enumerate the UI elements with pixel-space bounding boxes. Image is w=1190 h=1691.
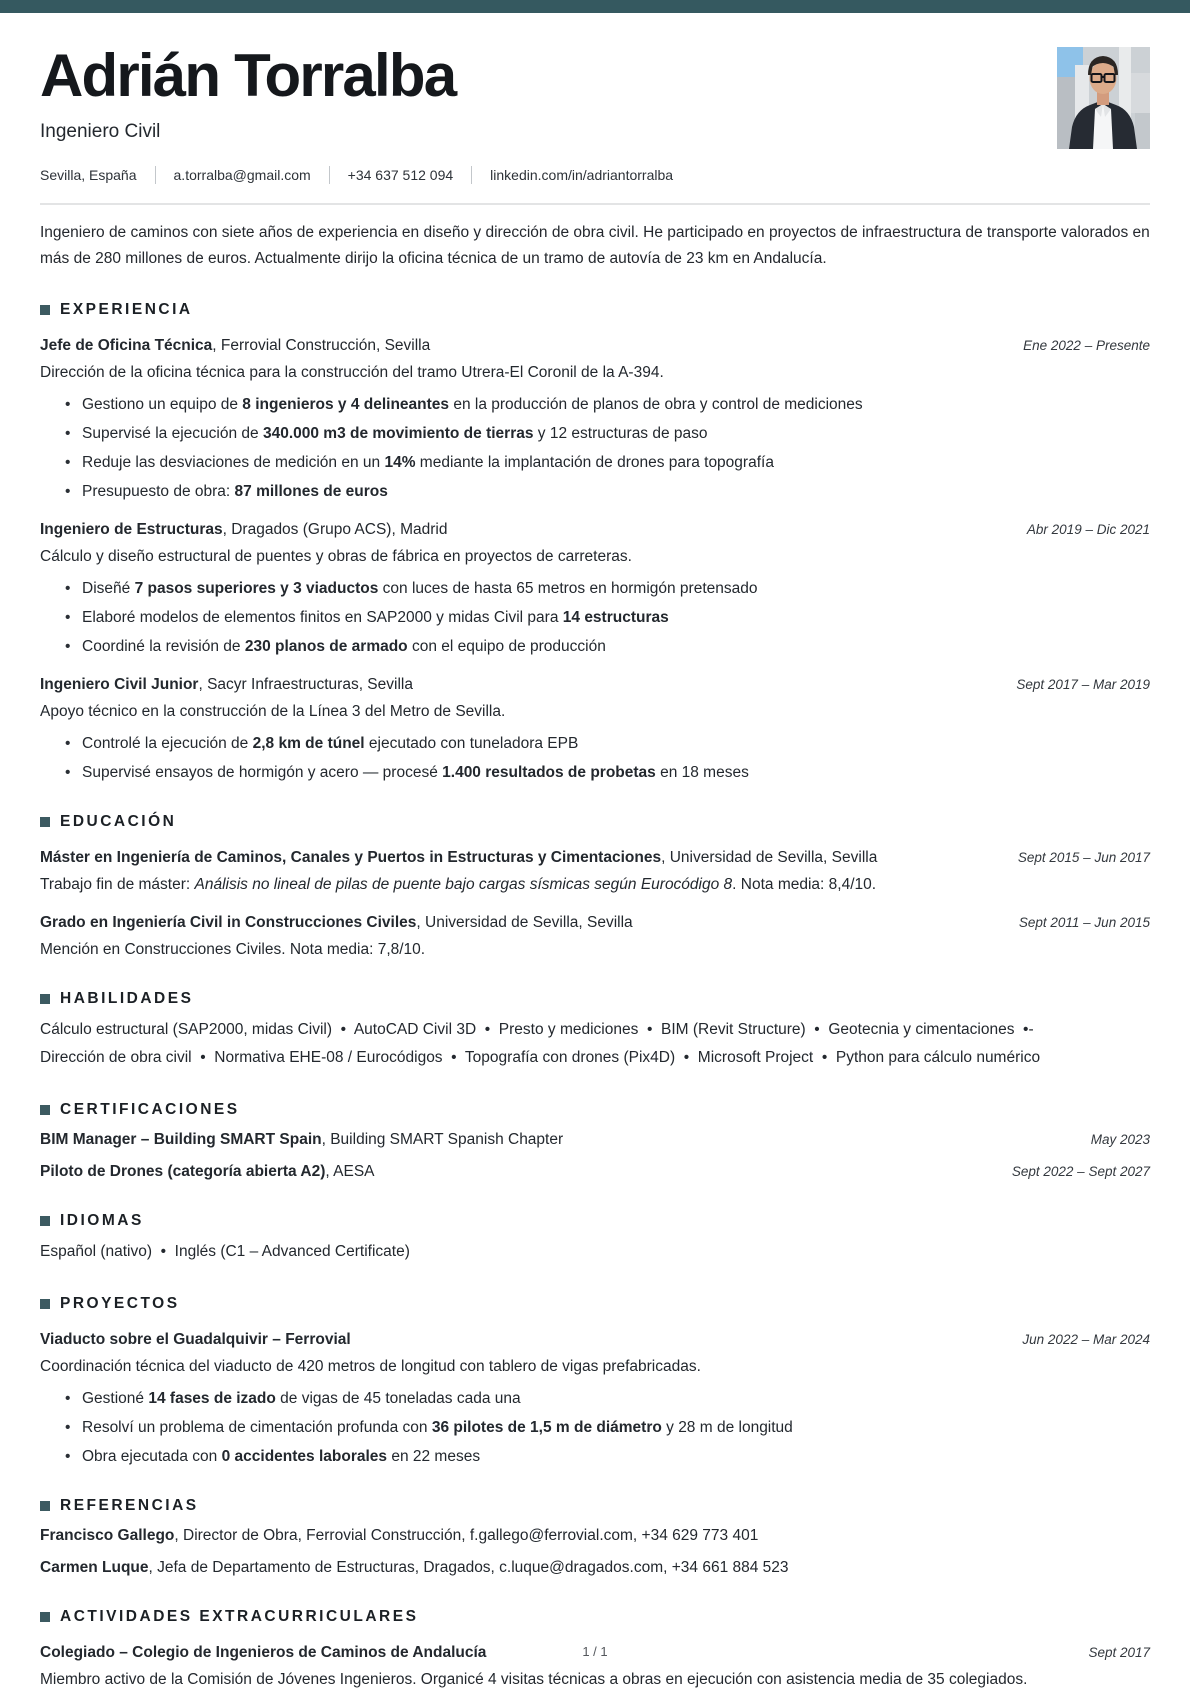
entry-description: Coordinación técnica del viaducto de 420 metros de longitud con tablero de vigas prefabricadas.	[40, 1358, 701, 1376]
entry-bullets	[40, 393, 1150, 503]
header-divider	[40, 203, 1150, 205]
entry-date: Abr 2019 – Dic 2021	[1026, 522, 1150, 538]
section-square-icon	[40, 305, 50, 315]
page-indicator: 1 / 1	[582, 1644, 608, 1659]
section-certifications	[40, 1101, 1150, 1183]
entry-description: Apoyo técnico en la construcción de la Línea 3 del Metro de Sevilla.	[40, 703, 506, 721]
experience-entry	[40, 334, 1150, 503]
section-education	[40, 813, 1150, 961]
entry-description: Cálculo y diseño estructural de puentes y obras de fábrica en proyectos de carreteras.	[40, 548, 632, 566]
section-square-icon	[40, 994, 50, 1004]
education-entry	[40, 846, 1150, 896]
entry-title: Francisco Gallego, Director de Obra, Ferrovial Construcción, f.gallego@ferrovial.com, +34 629 773 401	[40, 1527, 759, 1545]
section-title: PROYECTOS	[60, 1295, 180, 1313]
entry-description: Mención en Construcciones Civiles. Nota media: 7,8/10.	[40, 941, 426, 959]
bullet-item: • Gestioné 14 fases de izado de vigas de 45 toneladas cada una	[82, 1387, 1150, 1410]
section-square-icon	[40, 1612, 50, 1622]
reference-entry	[40, 1524, 1150, 1547]
profile-photo	[1057, 47, 1150, 149]
entry-description: Miembro activo de la Comisión de Jóvenes Ingenieros. Organicé 4 visitas técnicas a obras en ejecución con asistencia media de 35 colegiados.	[40, 1671, 1028, 1689]
entry-title: Colegiado – Colegio de Ingenieros de Caminos de Andalucía	[40, 1644, 487, 1662]
person-title: Ingeniero Civil	[40, 121, 161, 143]
bullet-item: • Resolví un problema de cimentación profunda con 36 pilotes de 1,5 m de diámetro y 28 m de longitud	[82, 1416, 1150, 1439]
entry-title: BIM Manager – Building SMART Spain, Building SMART Spanish Chapter	[40, 1131, 564, 1149]
entry-title: Piloto de Drones (categoría abierta A2), AESA	[40, 1163, 375, 1181]
section-square-icon	[40, 1299, 50, 1309]
entry-date: Sept 2022 – Sept 2027	[1011, 1164, 1150, 1180]
certification-entry	[40, 1160, 1150, 1183]
entry-title: Grado en Ingeniería Civil in Construcciones Civiles, Universidad de Sevilla, Sevilla	[40, 914, 633, 932]
contact-phone[interactable]: +34 637 512 094	[347, 167, 454, 184]
entry-title: Máster en Ingeniería de Caminos, Canales y Puertos in Estructuras y Cimentaciones, Universidad de Sevilla, Sevilla	[40, 849, 878, 867]
section-square-icon	[40, 1216, 50, 1226]
header-text	[40, 42, 674, 184]
contact-location: Sevilla, España	[40, 167, 137, 184]
section-heading	[40, 813, 1150, 831]
section-experience	[40, 301, 1150, 784]
section-heading	[40, 1295, 1150, 1313]
certification-entry	[40, 1128, 1150, 1151]
entry-date: Sept 2011 – Jun 2015	[1018, 915, 1150, 931]
section-title: REFERENCIAS	[60, 1497, 199, 1515]
entry-bullets	[40, 1387, 1150, 1468]
entry-date: Sept 2017	[1088, 1645, 1150, 1661]
section-languages	[40, 1212, 1150, 1266]
projects-list	[40, 1328, 1150, 1468]
references-list	[40, 1524, 1150, 1579]
contact-separator	[471, 166, 472, 184]
contact-email[interactable]: a.torralba@gmail.com	[173, 167, 311, 184]
entry-date: Sept 2017 – Mar 2019	[1016, 677, 1150, 693]
section-title: CERTIFICACIONES	[60, 1101, 240, 1119]
bullet-item: • Elaboré modelos de elementos finitos en SAP2000 y midas Civil para 14 estructuras	[82, 606, 1150, 629]
entry-title: Ingeniero de Estructuras, Dragados (Grupo ACS), Madrid	[40, 521, 448, 539]
entry-title: Viaducto sobre el Guadalquivir – Ferrovial	[40, 1331, 351, 1349]
entry-title: Jefe de Oficina Técnica, Ferrovial Construcción, Sevilla	[40, 337, 431, 355]
person-name: Adrián Torralba	[40, 42, 456, 109]
bullet-item: • Supervisé ensayos de hormigón y acero — procesé 1.400 resultados de probetas en 18 meses	[82, 761, 1150, 784]
header	[40, 42, 1150, 184]
entry-date: Ene 2022 – Presente	[1023, 338, 1150, 354]
entry-description: Trabajo fin de máster: Análisis no lineal de pilas de puente bajo cargas sísmicas según Eurocódigo 8. Nota media: 8,4/10.	[40, 876, 877, 894]
section-title: EXPERIENCIA	[60, 301, 193, 319]
bullet-item: • Gestiono un equipo de 8 ingenieros y 4 delineantes en la producción de planos de obra y control de mediciones	[82, 393, 1150, 416]
bullet-item: • Presupuesto de obra: 87 millones de euros	[82, 480, 1150, 503]
summary-paragraph: Ingeniero de caminos con siete años de experiencia en diseño y dirección de obra civil. He participado en proyectos de infraestructura de transporte valorados en más de 280 millones de euros. Actualmente dirijo la oficina técnica de un tramo de autovía de 23 km en Andalucía.	[40, 224, 1150, 268]
project-entry	[40, 1328, 1150, 1468]
section-heading	[40, 1101, 1150, 1119]
resume-page	[0, 42, 1190, 1691]
bullet-item: • Obra ejecutada con 0 accidentes laborales en 22 meses	[82, 1445, 1150, 1468]
section-square-icon	[40, 1501, 50, 1511]
contact-separator	[155, 166, 156, 184]
section-heading	[40, 1497, 1150, 1515]
section-heading	[40, 1212, 1150, 1230]
entry-title: Ingeniero Civil Junior, Sacyr Infraestructuras, Sevilla	[40, 676, 413, 694]
education-list	[40, 846, 1150, 961]
top-accent-bar	[0, 0, 1190, 13]
contact-row	[40, 166, 673, 184]
experience-list	[40, 334, 1150, 784]
section-title: IDIOMAS	[60, 1212, 144, 1230]
section-title: ACTIVIDADES EXTRACURRICULARES	[60, 1608, 419, 1626]
bullet-item: • Reduje las desviaciones de medición en un 14% mediante la implantación de drones para topografía	[82, 451, 1150, 474]
bullet-item: • Controlé la ejecución de 2,8 km de túnel ejecutado con tuneladora EPB	[82, 732, 1150, 755]
section-projects	[40, 1295, 1150, 1468]
reference-entry	[40, 1556, 1150, 1579]
languages-line: Español (nativo) • Inglés (C1 – Advanced Certificate)	[40, 1243, 410, 1261]
section-skills	[40, 990, 1150, 1072]
experience-entry	[40, 673, 1150, 784]
certifications-list	[40, 1128, 1150, 1183]
section-title: EDUCACIÓN	[60, 813, 177, 831]
contact-linkedin[interactable]: linkedin.com/in/adriantorralba	[490, 167, 674, 184]
entry-date: May 2023	[1090, 1132, 1150, 1148]
entry-title: Carmen Luque, Jefa de Departamento de Estructuras, Dragados, c.luque@dragados.com, +34 661 884 523	[40, 1559, 789, 1577]
section-square-icon	[40, 817, 50, 827]
entry-description: Dirección de la oficina técnica para la construcción del tramo Utrera-El Coronil de la A-394.	[40, 364, 664, 382]
bullet-item: • Coordiné la revisión de 230 planos de armado con el equipo de producción	[82, 635, 1150, 658]
entry-bullets	[40, 577, 1150, 658]
section-heading	[40, 990, 1150, 1008]
entry-date: Jun 2022 – Mar 2024	[1022, 1332, 1150, 1348]
skills-line: Cálculo estructural (SAP2000, midas Civil) • AutoCAD Civil 3D • Presto y mediciones • BIM (Revit Structure) • Geotecnia y cimentaciones •-	[40, 1021, 1034, 1039]
entry-bullets	[40, 732, 1150, 784]
section-references	[40, 1497, 1150, 1579]
section-square-icon	[40, 1105, 50, 1115]
section-heading	[40, 301, 1150, 319]
skills-line: Dirección de obra civil • Normativa EHE-08 / Eurocódigos • Topografía con drones (Pix4D) • Microsoft Project • Python para cálculo numérico	[40, 1049, 1041, 1067]
education-entry	[40, 911, 1150, 961]
section-title: HABILIDADES	[60, 990, 194, 1008]
experience-entry	[40, 518, 1150, 658]
bullet-item: • Diseñé 7 pasos superiores y 3 viaductos con luces de hasta 65 metros en hormigón pretensado	[82, 577, 1150, 600]
contact-separator	[329, 166, 330, 184]
bullet-item: • Supervisé la ejecución de 340.000 m3 de movimiento de tierras y 12 estructuras de paso	[82, 422, 1150, 445]
section-heading	[40, 1608, 1150, 1626]
entry-date: Sept 2015 – Jun 2017	[1017, 850, 1150, 866]
